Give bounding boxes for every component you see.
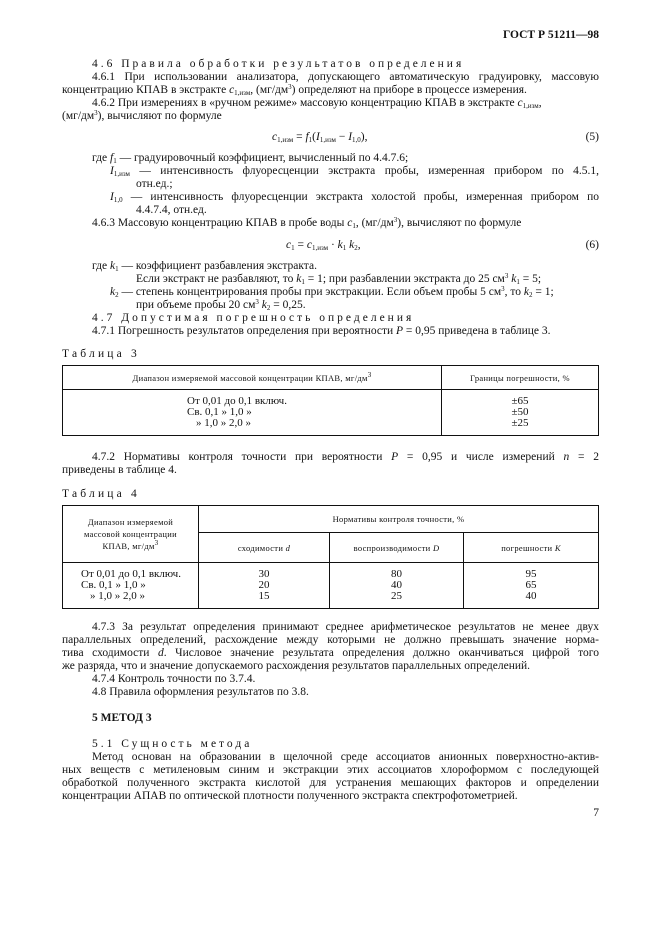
table-4-header-D: воспроизводимости D — [330, 533, 464, 563]
table-3-range-2: Св. 0,1 » 1,0 » — [187, 406, 252, 418]
table-3 — [62, 365, 599, 436]
table-3-caption: Таблица 3 — [62, 348, 140, 360]
table-3-errors — [442, 390, 599, 436]
table-4-header-K: погрешности K — [464, 533, 599, 563]
para-5-1-line2: ных веществ с метиленовым синим и экстракции этих ассоциатов хлороформом с последующей — [62, 764, 599, 776]
para-4-7-2-line1: 4.7.2 Нормативы контроля точности при вероятности P = 0,95 и числе измерений n = 2 — [92, 451, 599, 463]
where-k2-line1: $k_2$ — степень концентрирования пробы при экстракции. Если объем пробы 5 $см^3$, то $k_2 = 1$; — [110, 285, 554, 299]
para-4-6-3: 4.6.3 Массовую концентрацию КПАВ в пробе воды $c_1$, $(мг/дм^3)$, вычисляют по формуле — [92, 216, 522, 230]
table-3-range-3: » 1,0 » 2,0 » — [196, 417, 251, 429]
table-3-range-1: От 0,01 до 0,1 включ. — [187, 395, 287, 407]
para-4-7-2-line2: приведены в таблице 4. — [62, 464, 177, 476]
where-i0-line2: 4.4.7.4, отн.ед. — [136, 204, 207, 216]
table-4-col-D — [330, 563, 464, 609]
table-4-D-2: 40 — [391, 579, 402, 591]
para-4-7-1: 4.7.1 Погрешность результатов определения при вероятности P = 0,95 приведена в таблице 3. — [92, 325, 551, 337]
para-5-1-line4: концентрации АПАВ по оптической плотности полученного экстракта спектрофотометрией. — [62, 790, 518, 802]
where-f1: где $f_1$ — градуировочный коэффициент, вычисленный по 4.4.7.6; — [92, 152, 409, 165]
table-4-range-1: От 0,01 до 0,1 включ. — [81, 568, 181, 580]
table-4-range-2: Св. 0,1 » 1,0 » — [81, 579, 146, 591]
table-4-ranges — [63, 563, 199, 609]
table-4-D-3: 25 — [391, 590, 402, 602]
para-4-6-1-line1: 4.6.1 При использовании анализатора, допускающего автоматическую градуировку, массовую — [92, 71, 599, 83]
section-4-7-title: 4.7 Допустимая погрешность определения — [92, 312, 415, 324]
table-3-error-1: ±65 — [511, 395, 529, 407]
table-4-D-1: 80 — [391, 568, 402, 580]
para-4-7-3-line4: же разряда, что и значение допускаемого расхождения результатов параллельных определений. — [62, 660, 531, 672]
para-4-7-3-line2: параллельных определений, расхождение между которыми не должно превышать значение норма- — [62, 634, 599, 646]
table-4-range-3: » 1,0 » 2,0 » — [90, 590, 145, 602]
section-4-6-title: 4.6 Правила обработки результатов определения — [92, 58, 465, 70]
para-4-6-2-line2: $(мг/дм^3)$, вычисляют по формуле — [62, 109, 222, 122]
section-5-title: 5 МЕТОД 3 — [92, 712, 152, 724]
where-k1: где $k_1$ — коэффициент разбавления экстракта. — [92, 260, 317, 273]
formula-5-number: (5) — [585, 131, 599, 143]
table-4-header-d: сходимости d — [199, 533, 330, 563]
para-4-7-4: 4.7.4 Контроль точности по 3.7.4. — [92, 673, 256, 685]
para-4-8: 4.8 Правила оформления результатов по 3.8. — [92, 686, 309, 698]
table-4-K-3: 40 — [525, 590, 537, 602]
para-4-7-3-line1: 4.7.3 За результат определения принимают среднее арифметическое результатов не менее двух — [92, 621, 599, 633]
table-4-K-2: 65 — [525, 579, 537, 591]
para-4-6-2-line1: 4.6.2 При измерениях в «ручном режиме» массовую концентрацию КПАВ в экстракте $c_{1,изм}$, — [92, 97, 542, 110]
table-3-header-range: Диапазон измеряемой массовой концентрации КПАВ, $мг/дм^3$ — [63, 366, 442, 390]
table-4-d-2: 20 — [258, 579, 270, 591]
where-i-izm-line2: отн.ед.; — [136, 178, 173, 190]
para-5-1-line3: обработкой полученного экстракта кислотой для устранения мешающих факторов и определении — [62, 777, 599, 789]
table-4-K-1: 95 — [525, 568, 537, 580]
para-5-1-line1: Метод основан на образовании в щелочной среде ассоциатов анионных поверхностно-актив- — [92, 751, 599, 763]
formula-6-number: (6) — [585, 239, 599, 251]
where-k2-line2: при объеме пробы 20 $см^3$ $k_2 = 0,25$. — [136, 298, 306, 312]
table-4-header-range: Диапазон измеряемой массовой концентрации КПАВ, $мг/дм^3$ — [63, 506, 199, 563]
para-4-7-3-line3: тива сходимости d. Числовое значение результата определения должно оканчиваться цифрой того — [62, 647, 599, 659]
table-4-d-3: 15 — [258, 590, 270, 602]
table-3-error-3: ±25 — [511, 417, 529, 429]
table-3-ranges — [63, 390, 442, 436]
para-4-6-1-line2: концентрацию КПАВ в экстракте $c_{1,изм}$, $(мг/дм^3)$ определяют на приборе в процессе измерения. — [62, 83, 527, 97]
table-4-header-group: Нормативы контроля точности, % — [199, 506, 599, 533]
table-4 — [62, 505, 599, 609]
table-4-caption: Таблица 4 — [62, 488, 140, 500]
formula-6: $c_1 = c_{1,изм} \cdot k_1$ $k_2$, — [286, 239, 361, 252]
table-4-col-d — [199, 563, 330, 609]
where-k1-note: Если экстракт не разбавляют, то $k_1 = 1$; при разбавлении экстракта до 25 $см^3$ $k_1 = 5$; — [136, 272, 542, 286]
table-3-header-error: Границы погрешности, % — [442, 366, 599, 390]
document-header: ГОСТ Р 51211—98 — [503, 29, 599, 41]
table-4-d-1: 30 — [258, 568, 270, 580]
table-4-col-K — [464, 563, 599, 609]
where-i-izm-line1: $I_{1,изм}$ — интенсивность флуоресценции экстракта пробы, измеренная прибором по 4.5.1, — [110, 165, 599, 178]
where-i0-line1: $I_{1,0}$ — интенсивность флуоресценции экстракта холостой пробы, измеренная прибором по — [110, 191, 599, 204]
section-5-1-title: 5.1 Сущность метода — [92, 738, 253, 750]
table-3-error-2: ±50 — [511, 406, 529, 418]
page-number: 7 — [593, 807, 599, 819]
formula-5: $c_{1,изм} = f_1(I_{1,изм} - I_{1,0})$, — [272, 131, 368, 144]
